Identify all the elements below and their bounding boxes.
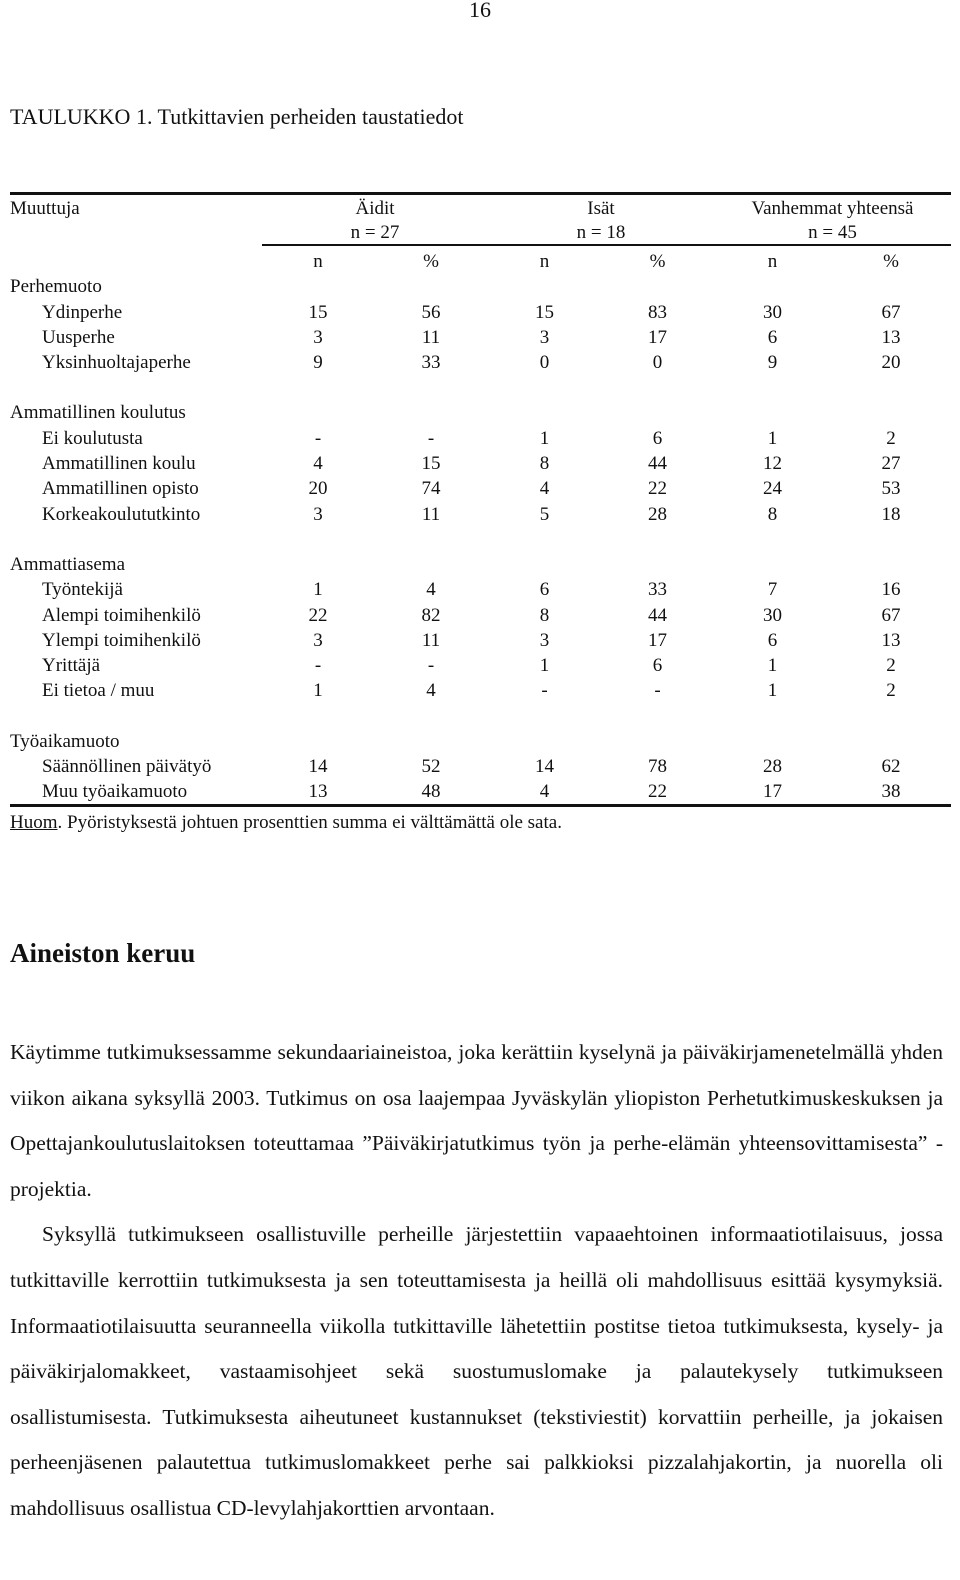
row-label: Muu työaikamuoto [42,781,188,803]
section-title: Ammatillinen koulutus [10,402,186,424]
row-label: Alempi toimihenkilö [42,604,201,626]
body-text [10,1030,943,1532]
cell: 9 [313,352,323,374]
cell: 20 [881,352,901,374]
row-label: Ammatillinen opisto [42,478,199,500]
paragraph: Syksyllä tutkimukseen osallistuville perheille järjestettiin vapaaehtoinen informaatiotilaisuus, jossa tutkittaville kerrottiin tutkimuksesta ja sen toteuttamisesta ja heillä oli mahdollisuus esittää kysymyksiä. Informaatiotilaisuutta seuranneella viikolla tutkittaville lähetettiin postitse tietoa tutkimuksesta, kysely- ja päiväkirjalomakkeet, vastaamisohjeet sekä suostumuslomake ja palautekysely tutkimukseen osallistumisesta. Tutkimuksesta aiheutuneet kustannukset (tekstiviestit) korvattiin perheille, ja jokaisen perheenjäsenen palautettua tutkimuslomakkeet perhe sai palkkioksi pizzalahjakortin, ja nuorella oli mahdollisuus osallistua CD-levylahjakorttien arvontaan. [10,1222,943,1520]
cell: 22 [308,604,328,626]
table-row [10,628,951,653]
table-row [10,678,951,703]
cell: 1 [767,427,778,449]
cell: 6 [767,326,778,348]
cell: 18 [881,503,901,525]
cell: 3 [313,503,323,525]
cell: 4 [426,579,436,601]
subheader-percent: % [883,251,899,272]
group-name: Äidit [355,198,395,219]
row-label: Uusperhe [42,326,115,348]
section-title: Ammattiasema [10,553,126,575]
cell: 6 [652,427,663,449]
table-top-rule [10,192,951,195]
paragraph: Käytimme tutkimuksessamme sekundaariaineistoa, joka kerättiin kyselynä ja päiväkirjamenetelmällä yhden viikon aikana syksyllä 2003. Tutkimus on osa laajempaa Jyväskylän yliopiston Perhetutkimuskeskuksen ja Opettajankoulutuslaitoksen toteuttamaa ”Päiväkirjatutkimus työn ja perhe-elämän yhteensovittamisesta” -projektia. [10,1040,943,1201]
group-header-parents-total [714,197,951,245]
cell: 4 [313,453,323,475]
cell: 67 [881,604,901,626]
cell: 48 [421,781,441,803]
cell: 11 [421,503,441,525]
cell: - [314,427,322,449]
section-title: Työaikamuoto [10,730,120,752]
row-label: Korkeakoulututkinto [42,503,201,525]
cell: 33 [648,579,667,601]
row-label: Ei tietoa / muu [42,680,155,702]
cell: 20 [308,478,328,500]
row-label: Säännöllinen päivätyö [42,756,212,778]
subheader-n: n [313,251,323,272]
cell: 4 [539,781,550,803]
cell: 11 [421,326,441,348]
cell: 15 [421,453,441,475]
cell: 4 [426,680,436,702]
cell: 56 [421,301,441,323]
subheader-n: n [539,251,550,272]
row-label: Yksinhuoltajaperhe [42,352,191,374]
group-name: Isät [587,198,615,219]
cell: 30 [763,301,782,323]
cell: 6 [767,629,778,651]
cell: 6 [539,579,550,601]
cell: 38 [881,781,901,803]
cell: 15 [535,301,554,323]
row-label: Ei koulutusta [42,427,143,449]
cell: 67 [881,301,901,323]
cell: 5 [539,503,550,525]
cell: - [541,680,548,702]
cell: 12 [763,453,782,475]
cell: 1 [767,680,778,702]
spacer-row [10,704,951,729]
table-row [10,325,951,350]
cell: - [427,427,435,449]
cell: 3 [539,326,550,348]
cell: 74 [421,478,441,500]
cell: 30 [763,604,782,626]
cell: - [314,655,322,677]
cell: 3 [539,629,550,651]
cell: 8 [539,453,550,475]
cell: 27 [881,453,901,475]
cell: 2 [886,680,896,702]
cell: 28 [763,756,782,778]
variable-header: Muuttuja [10,198,80,219]
group-n: n = 18 [576,222,626,243]
cell: 52 [421,756,441,778]
cell: 2 [886,655,896,677]
subheader-percent: % [423,251,439,272]
cell: - [427,655,435,677]
note-label: Huom [10,812,58,833]
table-row [10,350,951,375]
cell: 8 [539,604,550,626]
row-label: Ylempi toimihenkilö [42,629,201,651]
table-row [10,754,951,779]
cell: 7 [767,579,778,601]
group-n: n = 27 [350,222,400,243]
table-row [10,603,951,628]
cell: 44 [648,453,667,475]
row-label: Yrittäjä [42,655,101,677]
spacer-row [10,375,951,400]
group-header-mothers [262,197,488,245]
cell: 13 [881,326,901,348]
table-row [10,426,951,451]
cell: 33 [421,352,441,374]
cell: 62 [881,756,901,778]
cell: 1 [539,427,550,449]
row-label: Ydinperhe [42,301,123,323]
table-row [10,451,951,476]
cell: 17 [648,326,667,348]
cell: 24 [763,478,782,500]
cell: 4 [539,478,550,500]
cell: 0 [652,352,663,374]
table-row [10,300,951,325]
section-title-row [10,274,951,299]
table-row [10,476,951,501]
table-row [10,653,951,678]
cell: - [654,680,661,702]
cell: 82 [421,604,441,626]
cell: 11 [421,629,441,651]
cell: 17 [763,781,782,803]
cell: 3 [313,326,323,348]
subheader-percent: % [649,251,666,272]
table-row [10,502,951,527]
table-row [10,577,951,602]
cell: 2 [886,427,896,449]
cell: 28 [648,503,667,525]
cell: 1 [313,579,323,601]
group-header-fathers [488,197,714,245]
section-title-row [10,552,951,577]
page-number: 16 [469,0,491,22]
cell: 6 [652,655,663,677]
spacer-row [10,527,951,552]
table-note [10,812,562,834]
section-title-row [10,729,951,754]
cell: 44 [648,604,667,626]
cell: 15 [308,301,328,323]
group-n: n = 45 [808,222,857,243]
cell: 1 [313,680,323,702]
cell: 13 [881,629,901,651]
cell: 1 [767,655,778,677]
table-row [10,779,951,804]
cell: 14 [535,756,554,778]
cell: 22 [648,781,667,803]
cell: 22 [648,478,667,500]
cell: 13 [308,781,328,803]
cell: 17 [648,629,667,651]
cell: 9 [767,352,778,374]
cell: 83 [648,301,667,323]
data-table [10,249,951,805]
cell: 8 [767,503,778,525]
table-title: TAULUKKO 1. Tutkittavien perheiden taustatiedot [10,104,464,129]
subheader-n: n [767,251,778,272]
table-bottom-rule [10,804,951,807]
row-label: Työntekijä [42,579,123,601]
section-heading: Aineiston keruu [10,938,196,968]
section-title: Perhemuoto [10,276,102,298]
cell: 0 [539,352,550,374]
section-title-row [10,400,951,425]
cell: 14 [308,756,328,778]
note-text: . Pyöristyksestä johtuen prosenttien summa ei välttämättä ole sata. [57,812,562,833]
cell: 78 [648,756,667,778]
cell: 16 [881,579,901,601]
cell: 53 [881,478,901,500]
cell: 3 [313,629,323,651]
subheader-row [10,249,951,274]
table-header-rule [262,244,951,246]
group-name: Vanhemmat yhteensä [751,198,914,219]
row-label: Ammatillinen koulu [42,453,196,475]
cell: 1 [539,655,550,677]
